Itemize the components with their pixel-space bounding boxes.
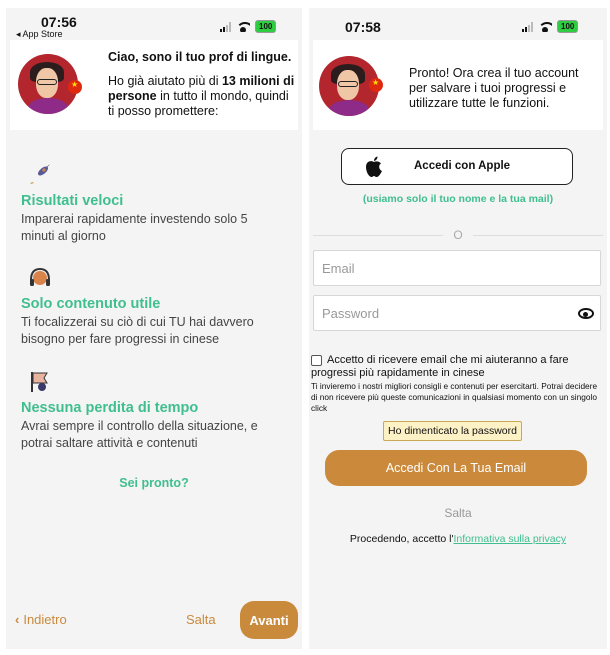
email-login-button[interactable]: Accedi Con La Tua Email <box>325 450 587 486</box>
email-field <box>313 250 601 286</box>
wifi-icon <box>538 22 552 32</box>
tutor-greeting: Ciao, sono il tuo prof di lingue. <box>108 50 292 64</box>
password-input[interactable] <box>314 296 600 330</box>
signal-icon <box>522 22 533 32</box>
tutor-intro-card <box>313 40 603 130</box>
apple-privacy-note: (usiamo solo il tuo nome e la tua mail) <box>362 193 554 205</box>
wifi-icon <box>236 22 250 32</box>
feature-title-no-time-waste: Nessuna perdita di tempo <box>21 400 199 416</box>
consent-details: Ti invieremo i nostri migliori consigli e contenuti per esercitarti. Potrai decidere di non ricevere più queste comunicazioni in qualsiasi momento con un singolo click <box>311 381 598 413</box>
back-button[interactable] <box>15 612 67 627</box>
rocket-icon <box>28 162 52 186</box>
tutor-claim-part1: Ho già aiutato più di <box>108 74 222 88</box>
sign-in-with-apple-button[interactable] <box>341 148 573 185</box>
battery-icon: 100 <box>557 20 578 33</box>
privacy-notice <box>309 533 607 545</box>
status-icons <box>220 20 276 33</box>
flag-icon <box>28 370 52 394</box>
headphones-icon <box>28 266 52 290</box>
apple-logo-icon <box>364 156 384 178</box>
chevron-left-icon: ‹ <box>15 612 20 627</box>
tutor-claim-part2: in tutto il mondo, quindi ti posso promettere: <box>108 89 289 118</box>
password-field <box>313 295 601 331</box>
feature-title-fast-results: Risultati veloci <box>21 193 124 209</box>
status-time: 07:58 <box>345 19 381 35</box>
feature-title-useful-content: Solo contenuto utile <box>21 296 161 312</box>
china-flag-icon <box>369 78 383 92</box>
apple-button-label: Accedi con Apple <box>414 160 511 172</box>
tutor-intro-text <box>108 50 298 119</box>
privacy-prefix: Procedendo, accetto l' <box>349 533 454 545</box>
battery-icon: 100 <box>255 20 276 33</box>
ready-question: Sei pronto? <box>119 476 189 490</box>
onboarding-screen <box>6 8 302 649</box>
signup-screen <box>309 8 607 649</box>
feature-text-useful-content: Ti focalizzerai su ciò di cui TU hai davvero bisogno per fare progressi in cinese <box>21 315 254 346</box>
bottom-navigation <box>6 601 302 641</box>
forgot-password-link[interactable]: Ho dimenticato la password <box>383 421 522 441</box>
feature-text-no-time-waste: Avrai sempre il controllo della situazione, e potrai saltare attività e contenuti <box>21 419 258 450</box>
status-time: 07:56 <box>41 14 77 30</box>
tutor-claim-highlight: 13 milioni di persone <box>108 74 295 103</box>
consent-checkbox[interactable] <box>311 355 322 366</box>
account-prompt-text: Pronto! Ora crea il tuo account per salvare i tuoi progressi e utilizzare tutte le funzioni. <box>409 66 579 110</box>
feature-text-fast-results: Imparerai rapidamente investendo solo 5 minuti al giorno <box>21 212 248 243</box>
or-divider <box>309 228 607 242</box>
consent-label: Accetto di ricevere email che mi aiuteranno a fare progressi più rapidamente in cinese <box>311 354 569 379</box>
privacy-policy-link[interactable]: Informativa sulla privacy <box>453 533 567 545</box>
tutor-claim <box>108 74 298 119</box>
email-input[interactable] <box>314 251 600 285</box>
signal-icon <box>220 22 231 32</box>
status-icons <box>522 20 578 33</box>
back-to-app-store-link[interactable]: ◂ App Store <box>16 29 63 39</box>
back-button-label: Indietro <box>23 612 67 627</box>
or-divider-label: O <box>453 228 463 242</box>
next-button[interactable]: Avanti <box>240 601 298 639</box>
skip-button[interactable]: Salta <box>186 612 216 627</box>
show-password-eye-icon[interactable] <box>578 308 594 319</box>
skip-button[interactable]: Salta <box>444 506 472 520</box>
china-flag-icon <box>68 80 82 94</box>
tutor-intro-card <box>10 40 298 130</box>
